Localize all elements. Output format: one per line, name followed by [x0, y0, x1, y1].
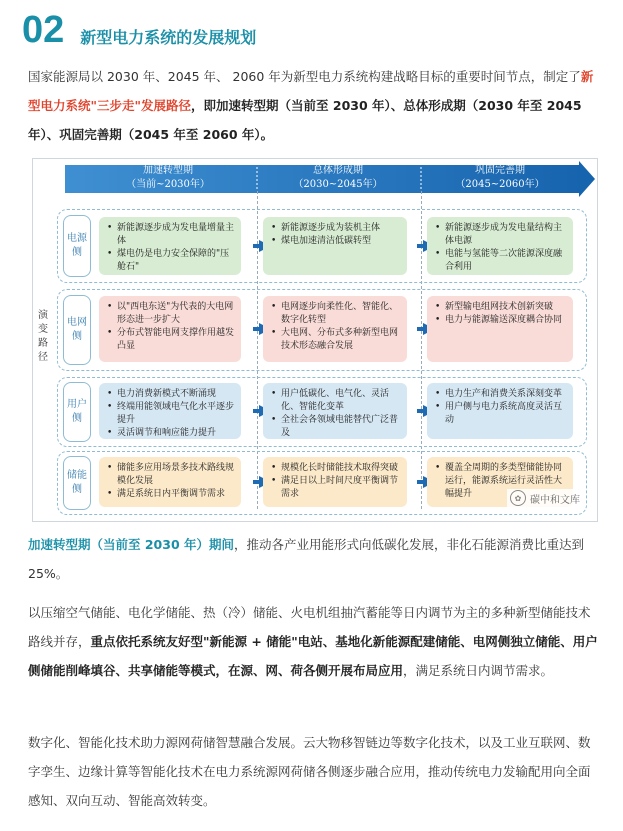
cell-source-phase3	[427, 217, 573, 275]
cell-item: • 满足日以上时间尺度平衡调节需求	[271, 475, 400, 501]
intro-highlight: 新型电力系统"三步走"发展路径	[28, 69, 594, 113]
section-number: 02	[22, 9, 65, 51]
watermark	[507, 489, 583, 507]
phase-1-range: （当前~2030年）	[126, 179, 210, 190]
cell-item: • 新型输电组网技术创新突破	[435, 301, 566, 314]
storage-text-2: ，满足系统日内调节需求。	[403, 663, 554, 678]
storage-text-1: 以压缩空气储能、电化学储能、热（冷）储能、火电机组抽汽蓄能等日内调节为主的多种新型储能技术路线并存，	[28, 605, 591, 649]
cell-item: • 煤电加速清洁低碳转型	[271, 235, 400, 248]
cell-item: • 分布式智能电网支撑作用越发凸显	[107, 327, 234, 353]
cell-item: • 用户侧与电力系统高度灵活互动	[435, 401, 566, 427]
paragraph-acceleration	[28, 530, 600, 588]
wechat-icon: ✿	[510, 490, 526, 506]
row-label-storage: 储能侧	[63, 456, 91, 510]
evolution-path-label: 演变路径	[38, 310, 48, 363]
cell-item: • 储能多应用场景多技术路线规模化发展	[107, 462, 234, 488]
row-label-power-source: 电源侧	[63, 215, 91, 277]
acceleration-text: ，推动各产业用能形式向低碳化发展，非化石能源消费比重达到 25%。	[28, 537, 585, 581]
cell-item: • 电网逐步向柔性化、智能化、数字化转型	[271, 301, 400, 327]
cell-item: • 新能源逐步成为发电量结构主体电源	[435, 222, 566, 248]
cell-user-phase2	[263, 383, 407, 439]
phase-3-name: 巩固完善期	[475, 165, 525, 176]
cell-item: • 电能与氢能等二次能源深度融合利用	[435, 248, 566, 274]
intro-text-1: 国家能源局以 2030 年、2045 年、 2060 年为新型电力系统构建战略目标的重要时间节点，制定了	[28, 69, 581, 84]
development-path-figure	[32, 158, 598, 522]
section-title: 新型电力系统的发展规划	[80, 28, 257, 47]
phase-1-name: 加速转型期	[143, 165, 193, 176]
cell-item: • 新能源逐步成为装机主体	[271, 222, 400, 235]
phase-2	[263, 164, 413, 192]
row-label-user: 用户侧	[63, 382, 91, 442]
acceleration-highlight: 加速转型期（当前至 2030 年）期间	[28, 537, 234, 552]
storage-highlight: 重点依托系统友好型"新能源 + 储能"电站、基地化新能源配建储能、电网侧独立储能、用户侧储能削峰填谷、共享储能等模式，在源、网、荷各侧开展布局应用	[28, 634, 598, 678]
phase-2-range: （2030~2045年）	[293, 179, 383, 190]
cell-source-phase2	[263, 217, 407, 275]
cell-grid-phase2	[263, 296, 407, 362]
phase-2-name: 总体形成期	[313, 165, 363, 176]
cell-item: • 大电网、分布式多种新型电网技术形态融合发展	[271, 327, 400, 353]
cell-item: • 电力与能源输送深度耦合协同	[435, 314, 566, 327]
cell-item: • 新能源逐步成为发电量增量主体	[107, 222, 234, 248]
cell-storage-phase2	[263, 457, 407, 507]
cell-item: • 终端用能领域电气化水平逐步提升	[107, 401, 234, 427]
digital-text: 数字化、智能化技术助力源网荷储智慧融合发展。云大物移智链边等数字化技术，以及工业互联网、数字孪生、边缘计算等智能化技术在电力系统源网荷储各侧逐步融合应用，推动传统电力发输配用向全面感知、双向互动、智能高效转变。	[28, 735, 591, 808]
cell-item: • 满足系统日内平衡调节需求	[107, 488, 234, 501]
cell-user-phase3	[427, 383, 573, 439]
cell-item: • 电力消费新模式不断涌现	[107, 388, 234, 401]
watermark-text: 碳中和文库	[530, 494, 580, 506]
phase-1	[93, 164, 243, 192]
cell-item: • 灵活调节和响应能力提升	[107, 427, 234, 440]
cell-item: • 以"西电东送"为代表的大电网形态进一步扩大	[107, 301, 234, 327]
paragraph-storage	[28, 598, 600, 685]
cell-item: • 电力生产和消费关系深刻变革	[435, 388, 566, 401]
cell-user-phase1	[99, 383, 241, 439]
intro-text-2: ，即加速转型期（当前至 2030 年）、总体形成期（2030 年至 2045 年）、巩固完善期（2045 年至 2060 年）。	[28, 98, 582, 142]
paragraph-digital	[28, 728, 600, 815]
cell-grid-phase3	[427, 296, 573, 362]
section-heading	[22, 10, 256, 50]
cell-item: • 覆盖全周期的多类型储能协同运行，能源系统运行灵活性大幅提升	[435, 462, 566, 501]
intro-paragraph	[28, 62, 600, 149]
cell-item: • 用户低碳化、电气化、灵活化、智能化变革	[271, 388, 400, 414]
phase-3	[425, 164, 575, 192]
cell-item: • 规模化长时储能技术取得突破	[271, 462, 400, 475]
cell-item: • 煤电仍是电力安全保障的"压舱石"	[107, 248, 234, 274]
cell-source-phase1	[99, 217, 241, 275]
cell-storage-phase1	[99, 457, 241, 507]
cell-item: • 全社会各领域电能替代广泛普及	[271, 414, 400, 440]
phase-3-range: （2045~2060年）	[455, 179, 545, 190]
row-label-grid: 电网侧	[63, 295, 91, 365]
cell-grid-phase1	[99, 296, 241, 362]
